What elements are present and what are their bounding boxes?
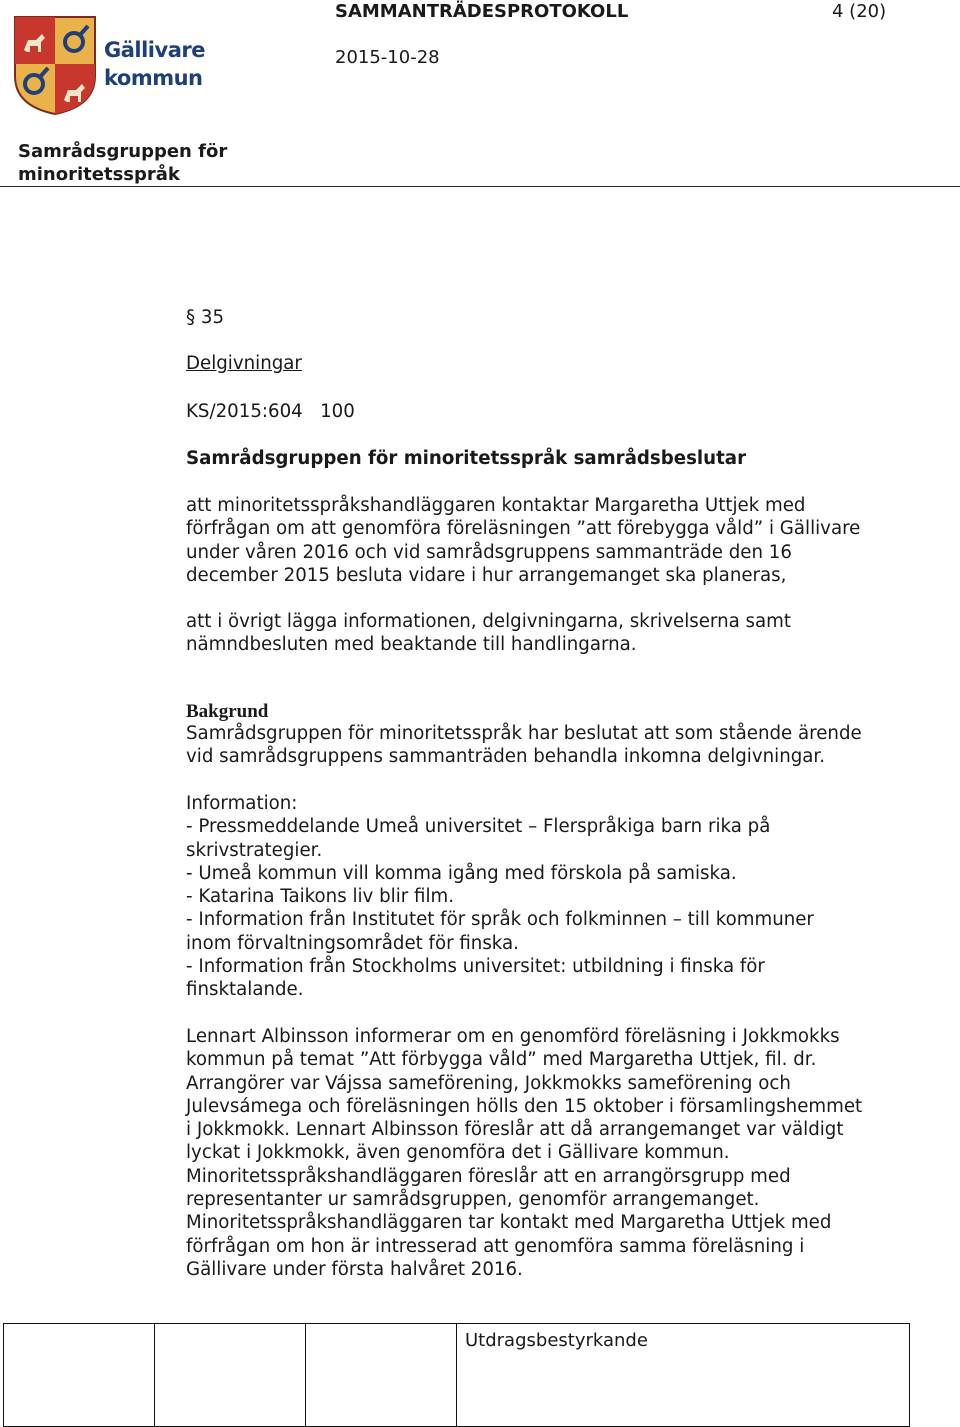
narrative-text [186,1025,926,1281]
text-line: förfrågan om att genomföra föreläsningen ”att förebygga våld” i Gällivare [186,518,861,540]
text-line: Arrangörer var Vájssa sameförening, Jokkmokks sameförening och [186,1072,791,1094]
text-line: - Pressmeddelande Umeå universitet – Flerspråkiga barn rika på [186,816,771,838]
text-line: under våren 2016 och vid samrådsgruppens sammanträde den 16 [186,541,792,563]
text-line: skrivstrategier. [186,839,323,861]
case-number: KS/2015:604 100 [186,401,355,422]
signature-cell [306,1324,457,1427]
meeting-date: 2015-10-28 [335,47,440,68]
paragraph-number: § 35 [186,307,225,328]
text-line: - Information från Institutet för språk och folkminnen – till kommuner [186,909,814,931]
signature-cell [4,1324,155,1427]
text-line: Julevsámega och föreläsningen hölls den 15 oktober i församlingshemmet [186,1095,863,1117]
group-name-line-1: Samrådsgruppen för [18,141,228,162]
header-divider [0,186,960,187]
text-line: kommun på temat ”Att förbygga våld” med Margaretha Uttjek, fil. dr. [186,1049,817,1071]
text-line: Minoritetsspråkshandläggaren föreslår att en arrangörsgrupp med [186,1165,791,1187]
decision-title: Samrådsgruppen för minoritetsspråk samrådsbeslutar [186,448,747,469]
item-heading: Delgivningar [186,353,302,374]
logo-wordmark [104,36,205,92]
text-line: december 2015 besluta vidare i hur arrangemanget ska planeras, [186,564,787,586]
text-line: finsktalande. [186,979,304,1001]
group-name [18,140,227,186]
signature-cell [155,1324,306,1427]
text-line: Samrådsgruppen för minoritetsspråk har beslutat att som stående ärende [186,723,862,744]
text-line: Gällivare under första halvåret 2016. [186,1258,523,1280]
text-line: förfrågan om hon är intresserad att genomföra samma föreläsning i [186,1235,805,1257]
text-line: vid samrådsgruppens sammanträden behandla inkomna delgivningar. [186,746,826,768]
text-line: Lennart Albinsson informerar om en genomförd föreläsning i Jokkmokks [186,1026,840,1047]
text-line: Minoritetsspråkshandläggaren tar kontakt med Margaretha Uttjek med [186,1212,832,1234]
information-list [186,792,926,1002]
background-text [186,722,926,769]
text-line: att minoritetsspråkshandläggaren kontaktar Margaretha Uttjek med [186,495,806,516]
text-line: att i övrigt lägga informationen, delgivningarna, skrivelserna samt [186,611,791,632]
extract-certification-cell [457,1324,910,1427]
text-line: - Umeå kommun vill komma igång med förskola på samiska. [186,862,737,884]
decision-clause-1 [186,494,926,587]
coat-of-arms-logo [12,14,98,116]
text-line: - Information från Stockholms universitet: utbildning i finska för [186,956,765,978]
text-line: nämndbesluten med beaktande till handlingarna. [186,634,637,656]
text-line: representanter ur samrådsgruppen, genomför arrangemanget. [186,1189,760,1211]
background-heading: Bakgrund [186,701,269,722]
group-name-line-2: minoritetsspråk [18,164,180,185]
text-line: i Jokkmokk. Lennart Albinsson föreslår att då arrangemanget var väldigt [186,1119,844,1141]
extract-certification-label: Utdragsbestyrkande [465,1330,648,1351]
text-line: Information: [186,793,298,814]
document-type: SAMMANTRÄDESPROTOKOLL [335,1,629,22]
logo-line-2: kommun [104,66,203,90]
text-line: lyckat i Jokkmokk, även genomföra det i Gällivare kommun. [186,1142,730,1164]
signature-table [3,1323,910,1427]
decision-clause-2 [186,610,926,657]
logo-line-1: Gällivare [104,38,205,62]
text-line: - Katarina Taikons liv blir film. [186,886,455,908]
page-number: 4 (20) [832,1,887,22]
text-line: inom förvaltningsområdet för finska. [186,932,519,954]
